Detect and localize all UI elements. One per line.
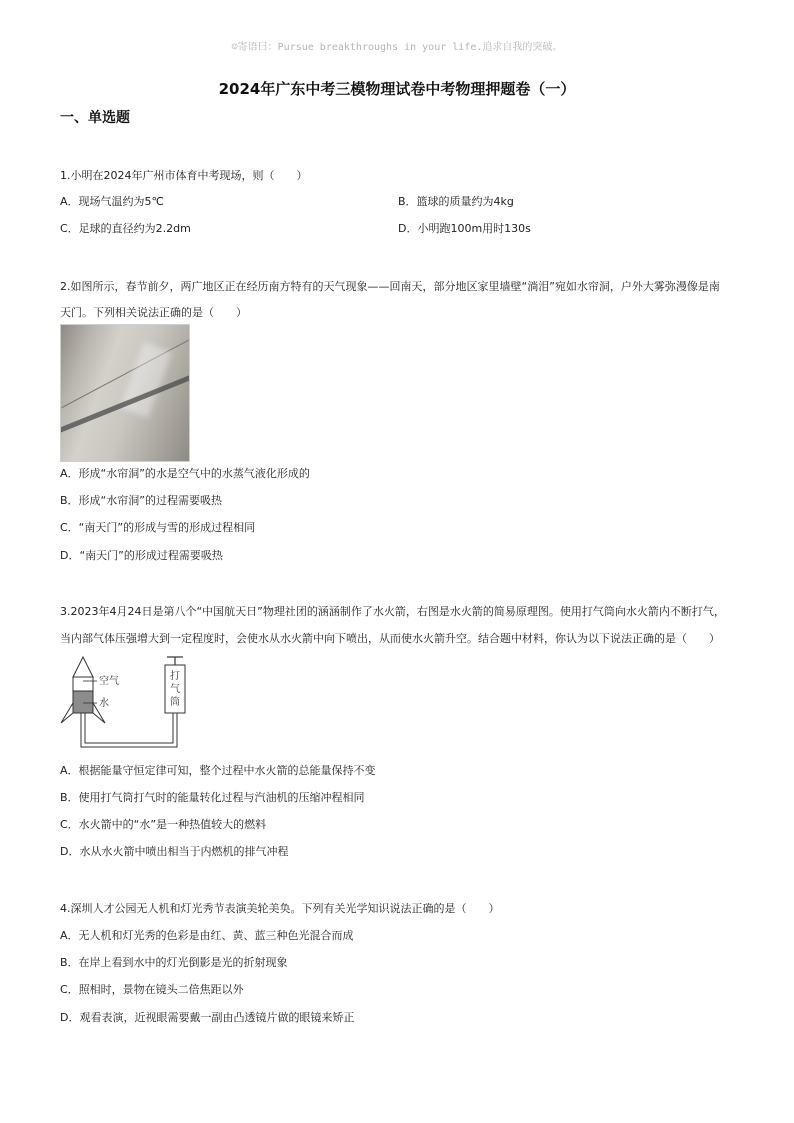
question-1-option-b[interactable]: B．篮球的质量约为4kg [398, 195, 514, 208]
pump-label-3: 筒 [170, 697, 180, 708]
wet-wall-photo [60, 324, 190, 462]
section-heading: 一、单选题 [60, 110, 130, 126]
question-1-option-d[interactable]: D．小明跑100m用时130s [398, 222, 531, 235]
question-4-stem: 4.深圳人才公园无人机和灯光秀节表演美轮美奂。下列有关光学知识说法正确的是（ ） [60, 902, 500, 915]
question-3-option-d[interactable]: D．水从水火箭中喷出相当于内燃机的排气冲程 [60, 845, 289, 858]
question-1-option-c[interactable]: C．足球的直径约为2.2dm [60, 222, 191, 235]
question-4-option-d[interactable]: D．观看表演，近视眼需要戴一副由凸透镜片做的眼镜来矫正 [60, 1011, 355, 1024]
question-4-option-b[interactable]: B．在岸上看到水中的灯光倒影是光的折射现象 [60, 956, 288, 969]
question-2-option-a[interactable]: A．形成“水帘洞”的水是空气中的水蒸气液化形成的 [60, 467, 310, 480]
page-title: 2024年广东中考三模物理试卷中考物理押题卷（一） [218, 80, 576, 98]
rocket-left-fin [61, 703, 73, 723]
rocket-nose [73, 657, 93, 677]
question-1-option-a[interactable]: A．现场气温约为5℃ [60, 195, 164, 208]
question-3-stem-line-1: 3.2023年4月24日是第八个“中国航天日”物理社团的涵涵制作了水火箭，右图是水火箭的简易原理图。使用打气筒向水火箭内不断打气， [60, 605, 725, 618]
question-4-option-c[interactable]: C．照相时，景物在镜头二倍焦距以外 [60, 983, 244, 996]
header-motto: ☺寄语曰：Pursue breakthroughs in your life.追求自我的突破。 [231, 42, 563, 53]
pump-label-2: 气 [170, 684, 180, 695]
question-3-option-b[interactable]: B．使用打气筒打气时的能量转化过程与汽油机的压缩冲程相同 [60, 791, 365, 804]
pump-label-1: 打 [170, 671, 180, 682]
question-2-option-b[interactable]: B．形成“水帘洞”的过程需要吸热 [60, 494, 222, 507]
question-2-stem-line-1: 2.如图所示，春节前夕，两广地区正在经历南方特有的天气现象——回南天，部分地区家里墙壁“淌泪”宛如水帘洞，户外大雾弥漫像是南 [60, 280, 720, 293]
question-2-option-d[interactable]: D．“南天门”的形成过程需要吸热 [60, 549, 223, 562]
question-4-option-a[interactable]: A．无人机和灯光秀的色彩是由红、黄、蓝三种色光混合而成 [60, 929, 354, 942]
question-3-option-c[interactable]: C．水火箭中的“水”是一种热值较大的燃料 [60, 818, 267, 831]
question-1-stem: 1.小明在2024年广州市体育中考现场，则（ ） [60, 169, 308, 182]
question-3-option-a[interactable]: A．根据能量守恒定律可知，整个过程中水火箭的总能量保持不变 [60, 764, 376, 777]
rocket-water [73, 691, 93, 713]
water-rocket-diagram [55, 655, 225, 755]
water-label: 水 [99, 698, 109, 709]
air-label: 空气 [99, 676, 119, 687]
question-3-stem-line-2: 当内部气体压强增大到一定程度时，会使水从水火箭中向下喷出，从而使水火箭升空。结合题中材料，你认为以下说法正确的是（ ） [60, 632, 720, 645]
question-2-option-c[interactable]: C．“南天门”的形成与雪的形成过程相同 [60, 521, 256, 534]
question-2-stem-line-2: 天门。下列相关说法正确的是（ ） [60, 306, 247, 319]
